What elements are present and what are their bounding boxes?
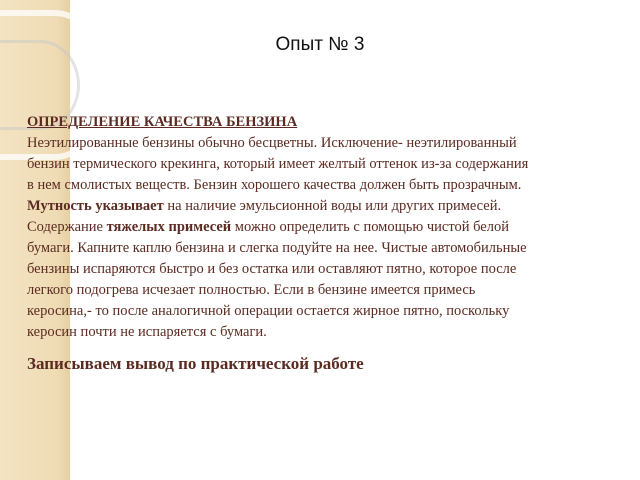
section-heading: ОПРЕДЕЛЕНИЕ КАЧЕСТВА БЕНЗИНА: [27, 114, 298, 130]
bold-term: Мутность указывает: [27, 198, 164, 214]
slide-body: [27, 112, 622, 343]
slide-title: Опыт № 3: [275, 34, 365, 55]
text-line: Неэтилированные бензины обычно бесцветны. Исключение- неэтилированный: [27, 135, 517, 151]
text-line: бензины испаряются быстро и без остатка или оставляют пятно, которое после: [27, 261, 517, 277]
text-line: бензин термического крекинга, который имеет желтый оттенок из-за содержания: [27, 156, 529, 172]
text-line: в нем смолистых веществ. Бензин хорошего качества должен быть прозрачным.: [27, 177, 522, 193]
text-line: бумаги. Капните каплю бензина и слегка подуйте на нее. Чистые автомобильные: [27, 240, 527, 256]
text-fragment: на наличие эмульсионной воды или других примесей.: [163, 198, 502, 214]
text-line: легкого подогрева исчезает полностью. Если в бензине имеется примесь: [27, 282, 476, 298]
bold-term: тяжелых примесей: [106, 219, 232, 235]
text-fragment: можно определить с помощью чистой белой: [231, 219, 509, 235]
text-line: керосин почти не испаряется с бумаги.: [27, 324, 267, 340]
text-line: керосина,- то после аналогичной операции остается жирное пятно, поскольку: [27, 303, 510, 319]
text-line: [27, 217, 622, 238]
conclusion-heading: Записываем вывод по практической работе: [27, 354, 364, 373]
text-fragment: Содержание: [27, 219, 107, 235]
text-line: [27, 196, 622, 217]
